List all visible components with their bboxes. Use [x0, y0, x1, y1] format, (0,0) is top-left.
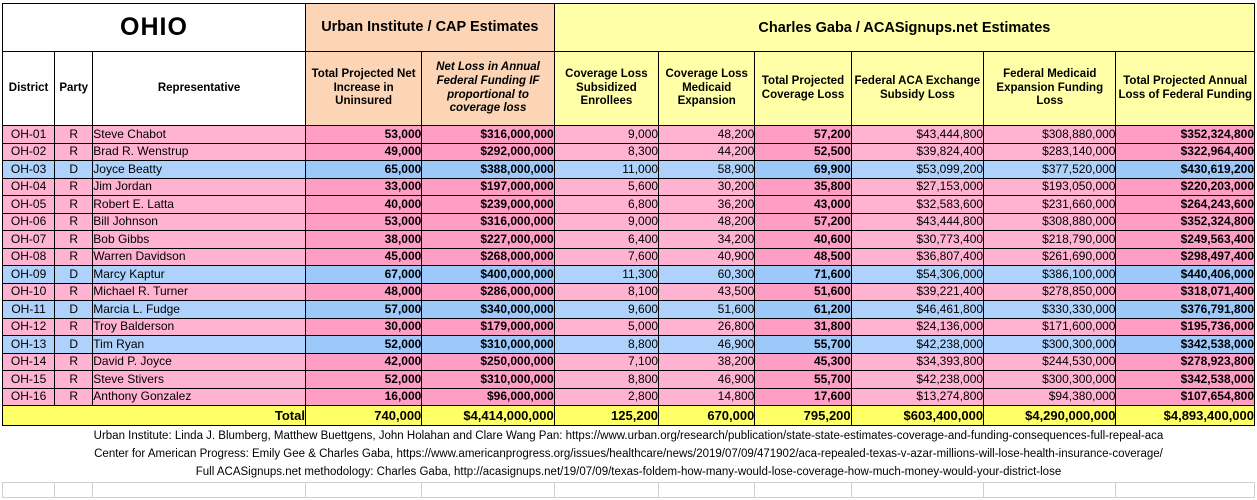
cell-party: R — [55, 318, 93, 336]
cell-subsidy-loss: $43,444,800 — [851, 213, 983, 231]
cell-district: OH-16 — [3, 388, 55, 406]
cell-district: OH-05 — [3, 196, 55, 214]
cell-uninsured: 48,000 — [305, 283, 421, 301]
table-row — [3, 336, 1255, 354]
cell-netloss: $292,000,000 — [422, 143, 554, 161]
cell-coverage-loss: 55,700 — [755, 371, 851, 389]
cell-medicaid: 44,200 — [659, 143, 755, 161]
empty-cell — [554, 483, 658, 498]
cell-subsidy-loss: $39,824,400 — [851, 143, 983, 161]
cell-total-loss: $107,654,800 — [1116, 388, 1255, 406]
cell-subsidized: 8,100 — [554, 283, 658, 301]
cell-subsidized: 11,300 — [554, 266, 658, 284]
cell-party: R — [55, 231, 93, 249]
cell-district: OH-02 — [3, 143, 55, 161]
cell-party: R — [55, 283, 93, 301]
cell-representative: Michael R. Turner — [93, 283, 306, 301]
cell-representative: Brad R. Wenstrup — [93, 143, 306, 161]
urban-institute-group-header: Urban Institute / CAP Estimates — [305, 4, 554, 52]
cell-medicaid-loss: $231,660,000 — [984, 196, 1116, 214]
cell-medicaid-loss: $308,880,000 — [984, 213, 1116, 231]
cell-uninsured: 65,000 — [305, 161, 421, 179]
cell-district: OH-07 — [3, 231, 55, 249]
cell-representative: Joyce Beatty — [93, 161, 306, 179]
table-row — [3, 213, 1255, 231]
empty-cell — [851, 483, 983, 498]
cell-subsidy-loss: $43,444,800 — [851, 126, 983, 144]
header-district: District — [3, 52, 55, 126]
cell-coverage-loss: 69,900 — [755, 161, 851, 179]
header-net-loss-annual-federal-funding: Net Loss in Annual Federal Funding IF proportional to coverage loss — [422, 52, 554, 126]
cell-total-loss: $264,243,600 — [1116, 196, 1255, 214]
cell-medicaid: 60,300 — [659, 266, 755, 284]
cell-netloss: $179,000,000 — [422, 318, 554, 336]
cell-medicaid-loss: $94,380,000 — [984, 388, 1116, 406]
cell-netloss: $250,000,000 — [422, 353, 554, 371]
cell-party: D — [55, 301, 93, 319]
cell-total-loss: $376,791,800 — [1116, 301, 1255, 319]
table-row — [3, 318, 1255, 336]
cell-uninsured: 52,000 — [305, 371, 421, 389]
cell-medicaid: 34,200 — [659, 231, 755, 249]
empty-cell — [984, 483, 1116, 498]
cell-netloss: $388,000,000 — [422, 161, 554, 179]
cell-coverage-loss: 52,500 — [755, 143, 851, 161]
cell-district: OH-09 — [3, 266, 55, 284]
cell-coverage-loss: 48,500 — [755, 248, 851, 266]
cell-subsidized: 2,800 — [554, 388, 658, 406]
banner-row — [3, 4, 1255, 52]
cell-medicaid-loss: $308,880,000 — [984, 126, 1116, 144]
cell-district: OH-13 — [3, 336, 55, 354]
cell-subsidized: 6,400 — [554, 231, 658, 249]
cell-district: OH-06 — [3, 213, 55, 231]
cell-representative: Tim Ryan — [93, 336, 306, 354]
source-notes — [2, 428, 1255, 481]
cell-subsidy-loss: $36,807,400 — [851, 248, 983, 266]
cell-coverage-loss: 45,300 — [755, 353, 851, 371]
cell-medicaid-loss: $193,050,000 — [984, 178, 1116, 196]
cell-district: OH-10 — [3, 283, 55, 301]
cell-coverage-loss: 43,000 — [755, 196, 851, 214]
cell-district: OH-04 — [3, 178, 55, 196]
cell-netloss: $316,000,000 — [422, 213, 554, 231]
cell-district: OH-12 — [3, 318, 55, 336]
cell-medicaid-loss: $283,140,000 — [984, 143, 1116, 161]
cell-total-loss: $352,324,800 — [1116, 126, 1255, 144]
cell-district: OH-01 — [3, 126, 55, 144]
cell-subsidy-loss: $53,099,200 — [851, 161, 983, 179]
table-row — [3, 196, 1255, 214]
cell-coverage-loss: 35,800 — [755, 178, 851, 196]
cell-medicaid: 36,200 — [659, 196, 755, 214]
cell-subsidy-loss: $32,583,600 — [851, 196, 983, 214]
cell-representative: Robert E. Latta — [93, 196, 306, 214]
cell-party: R — [55, 213, 93, 231]
empty-cell — [659, 483, 755, 498]
cell-medicaid: 46,900 — [659, 336, 755, 354]
cell-medicaid: 38,200 — [659, 353, 755, 371]
cell-medicaid: 26,800 — [659, 318, 755, 336]
cell-netloss: $197,000,000 — [422, 178, 554, 196]
cell-subsidized: 9,600 — [554, 301, 658, 319]
cell-district: OH-15 — [3, 371, 55, 389]
cell-subsidy-loss: $54,306,000 — [851, 266, 983, 284]
column-header-row — [3, 52, 1255, 126]
cell-subsidy-loss: $24,136,000 — [851, 318, 983, 336]
cell-coverage-loss: 61,200 — [755, 301, 851, 319]
empty-cell — [55, 483, 93, 498]
empty-grid-strip — [2, 482, 1255, 498]
cell-medicaid: 58,900 — [659, 161, 755, 179]
cell-medicaid-loss: $330,330,000 — [984, 301, 1116, 319]
cell-medicaid: 48,200 — [659, 213, 755, 231]
table-row — [3, 161, 1255, 179]
cell-party: R — [55, 248, 93, 266]
cell-subsidized: 8,300 — [554, 143, 658, 161]
header-coverage-loss-subsidized-enrollees: Coverage Loss Subsidized Enrollees — [554, 52, 658, 126]
cell-subsidy-loss: $46,461,800 — [851, 301, 983, 319]
header-total-projected-net-increase-in-uninsured: Total Projected Net Increase in Uninsured — [305, 52, 421, 126]
cell-district: OH-03 — [3, 161, 55, 179]
cell-netloss: $268,000,000 — [422, 248, 554, 266]
cell-uninsured: 45,000 — [305, 248, 421, 266]
cell-coverage-loss: 71,600 — [755, 266, 851, 284]
cell-district: OH-11 — [3, 301, 55, 319]
cell-netloss: $316,000,000 — [422, 126, 554, 144]
cell-medicaid-loss: $261,690,000 — [984, 248, 1116, 266]
table-row — [3, 301, 1255, 319]
cell-uninsured: 38,000 — [305, 231, 421, 249]
source-note: Full ACASignups.net methodology: Charles Gaba, http://acasignups.net/19/07/09/texas-foldem-how-many-would-lose-coverage-how-much-money-would-your-district-lose — [195, 465, 1062, 478]
header-total-projected-annual-loss-of-federal-funding: Total Projected Annual Loss of Federal Funding — [1116, 52, 1255, 126]
cell-party: R — [55, 126, 93, 144]
cell-medicaid: 30,200 — [659, 178, 755, 196]
cell-subsidy-loss: $42,238,000 — [851, 371, 983, 389]
total-medicaid-loss: $4,290,000,000 — [984, 406, 1116, 426]
cell-representative: Troy Balderson — [93, 318, 306, 336]
header-federal-aca-exchange-subsidy-loss: Federal ACA Exchange Subsidy Loss — [851, 52, 983, 126]
cell-total-loss: $298,497,400 — [1116, 248, 1255, 266]
cell-uninsured: 52,000 — [305, 336, 421, 354]
header-representative: Representative — [93, 52, 306, 126]
table-row — [3, 266, 1255, 284]
cell-total-loss: $249,563,400 — [1116, 231, 1255, 249]
cell-medicaid-loss: $300,300,000 — [984, 371, 1116, 389]
cell-total-loss: $430,619,200 — [1116, 161, 1255, 179]
cell-party: D — [55, 161, 93, 179]
cell-medicaid: 43,500 — [659, 283, 755, 301]
cell-representative: Jim Jordan — [93, 178, 306, 196]
cell-party: D — [55, 336, 93, 354]
cell-party: R — [55, 371, 93, 389]
cell-representative: Anthony Gonzalez — [93, 388, 306, 406]
source-note: Center for American Progress: Emily Gee & Charles Gaba, https://www.americanprogress.org/issues/healthcare/news/2019/07/09/471902/aca-repealed-texas-v-azar-millions-will-lose-health-insurance-coverage/ — [94, 447, 1163, 460]
total-netloss: $4,414,000,000 — [422, 406, 554, 426]
cell-subsidy-loss: $13,274,800 — [851, 388, 983, 406]
header-party: Party — [55, 52, 93, 126]
cell-subsidized: 5,600 — [554, 178, 658, 196]
cell-party: R — [55, 388, 93, 406]
cell-subsidized: 9,000 — [554, 213, 658, 231]
empty-cell — [305, 483, 421, 498]
cell-medicaid-loss: $377,520,000 — [984, 161, 1116, 179]
cell-subsidy-loss: $42,238,000 — [851, 336, 983, 354]
table-row — [3, 353, 1255, 371]
cell-subsidized: 6,800 — [554, 196, 658, 214]
cell-subsidized: 7,100 — [554, 353, 658, 371]
cell-total-loss: $440,406,000 — [1116, 266, 1255, 284]
cell-netloss: $400,000,000 — [422, 266, 554, 284]
cell-representative: Bill Johnson — [93, 213, 306, 231]
cell-uninsured: 49,000 — [305, 143, 421, 161]
header-coverage-loss-medicaid-expansion: Coverage Loss Medicaid Expansion — [659, 52, 755, 126]
cell-party: R — [55, 178, 93, 196]
total-medicaid: 670,000 — [659, 406, 755, 426]
district-impact-table — [2, 3, 1255, 426]
cell-medicaid-loss: $171,600,000 — [984, 318, 1116, 336]
cell-subsidy-loss: $30,773,400 — [851, 231, 983, 249]
table-row — [3, 248, 1255, 266]
empty-cell — [3, 483, 55, 498]
cell-uninsured: 40,000 — [305, 196, 421, 214]
cell-subsidized: 8,800 — [554, 336, 658, 354]
cell-medicaid: 48,200 — [659, 126, 755, 144]
total-uninsured: 740,000 — [305, 406, 421, 426]
cell-coverage-loss: 40,600 — [755, 231, 851, 249]
cell-total-loss: $352,324,800 — [1116, 213, 1255, 231]
cell-representative: Marcy Kaptur — [93, 266, 306, 284]
header-total-projected-coverage-loss: Total Projected Coverage Loss — [755, 52, 851, 126]
cell-total-loss: $342,538,000 — [1116, 371, 1255, 389]
cell-medicaid-loss: $244,530,000 — [984, 353, 1116, 371]
cell-representative: Warren Davidson — [93, 248, 306, 266]
cell-subsidized: 11,000 — [554, 161, 658, 179]
cell-netloss: $286,000,000 — [422, 283, 554, 301]
cell-party: R — [55, 143, 93, 161]
cell-total-loss: $342,538,000 — [1116, 336, 1255, 354]
cell-medicaid: 46,900 — [659, 371, 755, 389]
cell-netloss: $96,000,000 — [422, 388, 554, 406]
total-subsidy-loss: $603,400,000 — [851, 406, 983, 426]
cell-total-loss: $278,923,800 — [1116, 353, 1255, 371]
table-row — [3, 143, 1255, 161]
cell-medicaid-loss: $300,300,000 — [984, 336, 1116, 354]
cell-medicaid: 51,600 — [659, 301, 755, 319]
table-row — [3, 388, 1255, 406]
cell-coverage-loss: 51,600 — [755, 283, 851, 301]
cell-total-loss: $322,964,400 — [1116, 143, 1255, 161]
cell-party: D — [55, 266, 93, 284]
empty-cell — [755, 483, 851, 498]
table-row — [3, 283, 1255, 301]
cell-subsidized: 9,000 — [554, 126, 658, 144]
cell-district: OH-08 — [3, 248, 55, 266]
cell-uninsured: 53,000 — [305, 213, 421, 231]
cell-medicaid: 40,900 — [659, 248, 755, 266]
cell-subsidy-loss: $39,221,400 — [851, 283, 983, 301]
total-subsidized: 125,200 — [554, 406, 658, 426]
cell-total-loss: $220,203,000 — [1116, 178, 1255, 196]
cell-uninsured: 30,000 — [305, 318, 421, 336]
cell-coverage-loss: 57,200 — [755, 213, 851, 231]
cell-netloss: $310,000,000 — [422, 371, 554, 389]
cell-medicaid-loss: $218,790,000 — [984, 231, 1116, 249]
state-title: OHIO — [3, 4, 306, 52]
cell-subsidy-loss: $34,393,800 — [851, 353, 983, 371]
total-federal-loss: $4,893,400,000 — [1116, 406, 1255, 426]
total-coverage-loss: 795,200 — [755, 406, 851, 426]
cell-netloss: $227,000,000 — [422, 231, 554, 249]
cell-netloss: $239,000,000 — [422, 196, 554, 214]
empty-cell — [93, 483, 306, 498]
cell-uninsured: 16,000 — [305, 388, 421, 406]
cell-party: R — [55, 353, 93, 371]
table-body — [3, 126, 1255, 406]
cell-coverage-loss: 55,700 — [755, 336, 851, 354]
cell-total-loss: $318,071,400 — [1116, 283, 1255, 301]
cell-uninsured: 33,000 — [305, 178, 421, 196]
empty-cell — [422, 483, 554, 498]
table-row — [3, 178, 1255, 196]
cell-subsidized: 5,000 — [554, 318, 658, 336]
cell-uninsured: 53,000 — [305, 126, 421, 144]
cell-medicaid-loss: $278,850,000 — [984, 283, 1116, 301]
cell-district: OH-14 — [3, 353, 55, 371]
empty-grid-row — [3, 483, 1255, 498]
total-label: Total — [3, 406, 306, 426]
header-federal-medicaid-expansion-funding-loss: Federal Medicaid Expansion Funding Loss — [984, 52, 1116, 126]
cell-representative: Steve Chabot — [93, 126, 306, 144]
cell-representative: Marcia L. Fudge — [93, 301, 306, 319]
cell-subsidized: 7,600 — [554, 248, 658, 266]
cell-coverage-loss: 31,800 — [755, 318, 851, 336]
cell-netloss: $340,000,000 — [422, 301, 554, 319]
cell-coverage-loss: 17,600 — [755, 388, 851, 406]
total-row — [3, 406, 1255, 426]
cell-party: R — [55, 196, 93, 214]
cell-subsidized: 8,800 — [554, 371, 658, 389]
cell-uninsured: 42,000 — [305, 353, 421, 371]
cell-representative: David P. Joyce — [93, 353, 306, 371]
cell-uninsured: 57,000 — [305, 301, 421, 319]
gaba-group-header: Charles Gaba / ACASignups.net Estimates — [554, 4, 1254, 52]
source-note: Urban Institute: Linda J. Blumberg, Matthew Buettgens, John Holahan and Clare Wang Pan: https://www.urban.org/research/publication/state-state-estimates-coverage-and-funding-consequences-full-repeal-aca — [93, 430, 1164, 442]
table-row — [3, 371, 1255, 389]
cell-coverage-loss: 57,200 — [755, 126, 851, 144]
cell-representative: Bob Gibbs — [93, 231, 306, 249]
empty-cell — [1116, 483, 1255, 498]
cell-subsidy-loss: $27,153,000 — [851, 178, 983, 196]
table-row — [3, 231, 1255, 249]
cell-netloss: $310,000,000 — [422, 336, 554, 354]
cell-representative: Steve Stivers — [93, 371, 306, 389]
cell-medicaid-loss: $386,100,000 — [984, 266, 1116, 284]
cell-medicaid: 14,800 — [659, 388, 755, 406]
cell-total-loss: $195,736,000 — [1116, 318, 1255, 336]
table-row — [3, 126, 1255, 144]
cell-uninsured: 67,000 — [305, 266, 421, 284]
